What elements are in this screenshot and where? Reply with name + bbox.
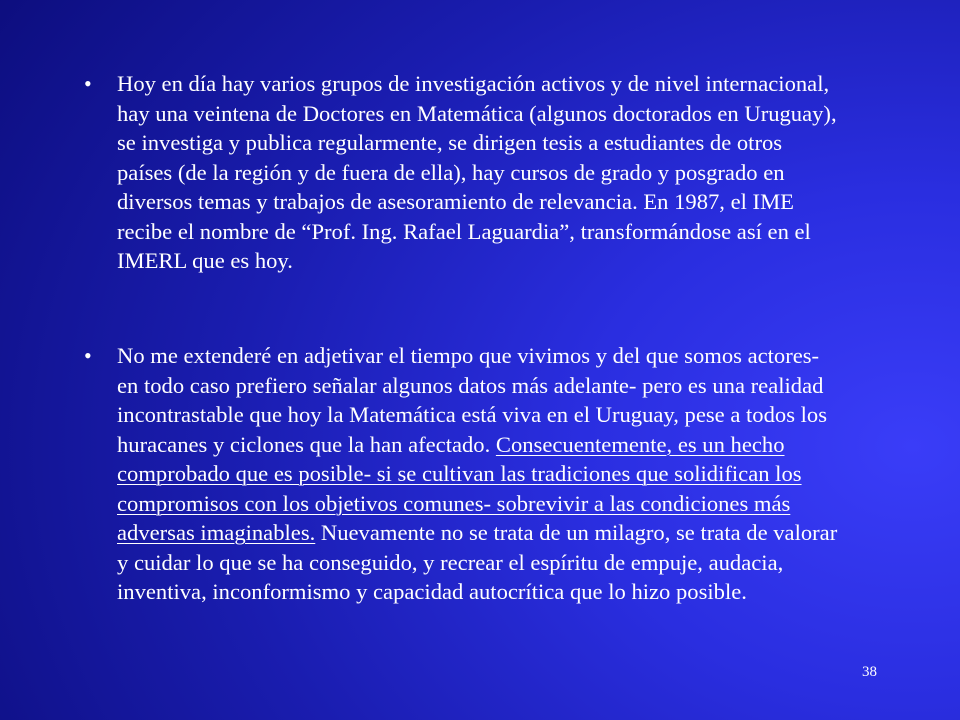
bullet-icon: • (84, 343, 92, 368)
paragraph-text-after: Nuevamente no se trata de un milagro, se trata de valorar y cuidar lo que se ha conseguido, y recrear el espíritu de empuje, audacia, inventiva, inconformismo y capacidad autocrítica que lo hizo posible. (117, 520, 838, 604)
bullet-icon: • (84, 71, 92, 96)
paragraph-history (84, 69, 842, 276)
paragraph-present (84, 341, 842, 607)
paragraph-text-before: No me extenderé en adjetivar el tiempo que vivimos y del que somos actores- en todo caso prefiero señalar algunos datos más adelante- pero es una realidad incontrastable que hoy la Matemática está viva en el Uruguay, pese a todos los huracanes y ciclones que la han afectado. (117, 343, 828, 457)
page-number: 38 (862, 664, 877, 680)
paragraph-text-underlined: Consecuentemente, es un hecho comprobado que es posible- si se cultivan las tradiciones que solidifican los compromisos con los objetivos comunes- sobrevivir a las condiciones más adversas imaginables. (117, 431, 802, 545)
paragraph-text: Hoy en día hay varios grupos de investigación activos y de nivel internacional, hay una veintena de Doctores en Matemática (algunos doctorados en Uruguay), se investiga y publica regularmente, se dirigen tesis a estudiantes de otros países (de la región y de fuera de ella), hay cursos de grado y posgrado en diversos temas y trabajos de asesoramiento de relevancia. En 1987, el IME recibe el nombre de “Prof. Ing. Rafael Laguardia”, transformándose así en el IMERL que es hoy. (117, 71, 837, 273)
